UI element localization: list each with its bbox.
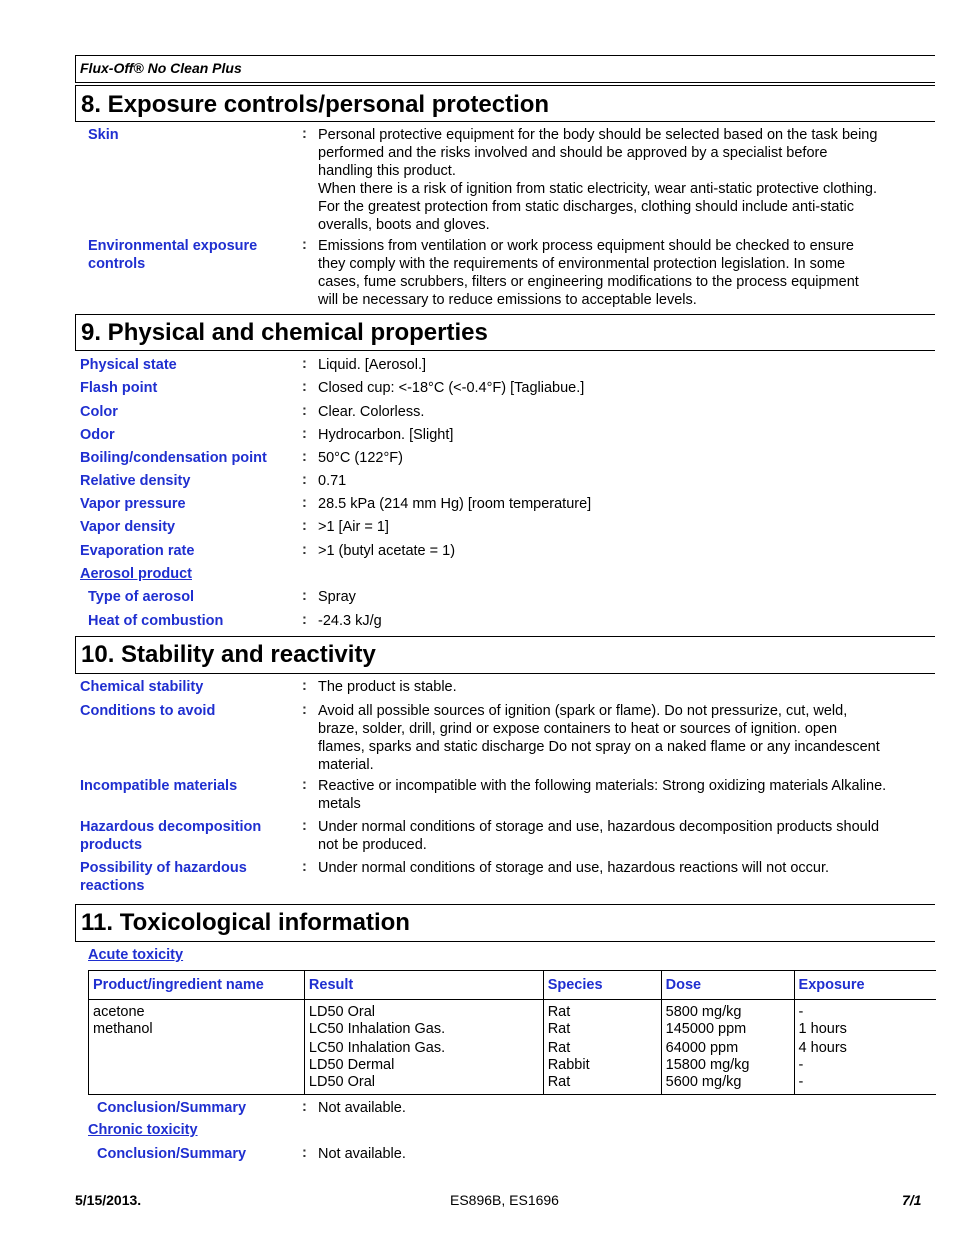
hazardous-decomposition-label: Hazardous decomposition products	[80, 819, 262, 853]
ingredient-names-cell: acetone methanol	[89, 1000, 305, 1095]
section-10-header	[75, 636, 935, 674]
property-label: Relative density	[80, 473, 191, 489]
property-value: Liquid. [Aerosol.]	[318, 357, 427, 373]
product-name: Flux-Off® No Clean Plus	[80, 60, 242, 76]
colon: :	[302, 612, 307, 628]
footer-code: ES896B, ES1696	[450, 1192, 559, 1208]
heat-of-combustion-label: Heat of combustion	[88, 613, 224, 629]
property-label: Vapor density	[80, 519, 176, 535]
colon: :	[302, 518, 307, 534]
colon: :	[302, 237, 307, 253]
property-label: Flash point	[80, 380, 158, 396]
colon: :	[302, 777, 307, 793]
species-cell: Rat Rat Rat Rabbit Rat	[543, 1000, 661, 1095]
footer-page-number: 7/1	[902, 1192, 922, 1208]
section-8-title: 8. Exposure controls/personal protection	[81, 91, 550, 118]
colon: :	[302, 1145, 307, 1161]
section-11-header	[75, 904, 935, 942]
property-label: Physical state	[80, 357, 177, 373]
property-value: >1 [Air = 1]	[318, 519, 389, 535]
environmental-exposure-value: Emissions from ventilation or work process equipment should be checked to ensure they comply with the requirements of environmental protection legislation. In some cases, fume scrubbers, filters or engineering modifications to the process equipment will be necessary to reduce emissions to acceptable levels.	[318, 238, 859, 308]
property-value: 50°C (122°F)	[318, 450, 403, 466]
dose-cell: 5800 mg/kg 145000 ppm 64000 ppm 15800 mg/kg 5600 mg/kg	[661, 1000, 794, 1095]
chemical-stability-label: Chemical stability	[80, 679, 204, 695]
column-header: Dose	[661, 971, 794, 1000]
chronic-conclusion-label: Conclusion/Summary	[97, 1146, 247, 1162]
colon: :	[302, 426, 307, 442]
colon: :	[302, 449, 307, 465]
conditions-to-avoid-value: Avoid all possible sources of ignition (spark or flame). Do not pressurize, cut, weld, braze, solder, drill, grind or expose containers to heat or sources of ignition. open flames, sparks and static discharge Do not spray on a naked flame or any incandescent material.	[318, 703, 880, 773]
environmental-exposure-label: Environmental exposure controls	[88, 238, 258, 272]
column-header: Species	[543, 971, 661, 1000]
section-8-header	[75, 85, 935, 122]
hazardous-decomposition-value: Under normal conditions of storage and use, hazardous decomposition products should not be produced.	[318, 819, 880, 853]
skin-label: Skin	[88, 127, 119, 143]
colon: :	[302, 1099, 307, 1115]
footer-date: 5/15/2013.	[75, 1192, 142, 1208]
property-value: 0.71	[318, 473, 347, 489]
acute-conclusion-value: Not available.	[318, 1100, 406, 1116]
colon: :	[302, 542, 307, 558]
colon: :	[302, 126, 307, 142]
column-header: Product/ingredient name	[89, 971, 305, 1000]
column-header: Result	[304, 971, 543, 1000]
column-header: Exposure	[794, 971, 936, 1000]
property-label: Vapor pressure	[80, 496, 186, 512]
property-label: Evaporation rate	[80, 543, 195, 559]
heat-of-combustion-value: -24.3 kJ/g	[318, 613, 382, 629]
colon: :	[302, 356, 307, 372]
section-10-title: 10. Stability and reactivity	[81, 641, 376, 668]
acute-toxicity-link[interactable]: Acute toxicity	[88, 947, 184, 963]
section-11-title: 11. Toxicological information	[81, 909, 410, 936]
acute-conclusion-label: Conclusion/Summary	[97, 1100, 247, 1116]
table-header-row	[89, 971, 937, 1000]
property-label: Odor	[80, 427, 115, 443]
property-label: Boiling/condensation point	[80, 450, 267, 466]
aerosol-product-link[interactable]: Aerosol product	[80, 566, 192, 582]
exposure-cell: - 1 hours 4 hours - -	[794, 1000, 936, 1095]
table-row	[89, 1000, 937, 1095]
conditions-to-avoid-label: Conditions to avoid	[80, 703, 216, 719]
property-value: >1 (butyl acetate = 1)	[318, 543, 456, 559]
property-value: Hydrocarbon. [Slight]	[318, 427, 454, 443]
results-cell: LD50 Oral LC50 Inhalation Gas. LC50 Inhalation Gas. LD50 Dermal LD50 Oral	[304, 1000, 543, 1095]
colon: :	[302, 495, 307, 511]
skin-value: Personal protective equipment for the body should be selected based on the task being performed and the risks involved and should be approved by a specialist before handling this product. When there is a risk of ignition from static electricity, wear anti-static protective clothing. For the greatest protection from static discharges, clothing should include anti-static overalls, boots and gloves.	[318, 127, 878, 233]
aerosol-type-label: Type of aerosol	[88, 589, 195, 605]
colon: :	[302, 678, 307, 694]
hazardous-reactions-label: Possibility of hazardous reactions	[80, 860, 247, 894]
property-value: 28.5 kPa (214 mm Hg) [room temperature]	[318, 496, 592, 512]
colon: :	[302, 472, 307, 488]
colon: :	[302, 588, 307, 604]
acute-toxicity-table	[88, 970, 936, 1095]
colon: :	[302, 403, 307, 419]
incompatible-materials-value: Reactive or incompatible with the following materials: Strong oxidizing materials Alkaline. metals	[318, 778, 887, 812]
colon: :	[302, 702, 307, 718]
aerosol-type-value: Spray	[318, 589, 356, 605]
section-9-header	[75, 314, 935, 351]
chronic-conclusion-value: Not available.	[318, 1146, 406, 1162]
chronic-toxicity-link[interactable]: Chronic toxicity	[88, 1122, 198, 1138]
hazardous-reactions-value: Under normal conditions of storage and use, hazardous reactions will not occur.	[318, 860, 830, 876]
chemical-stability-value: The product is stable.	[318, 679, 457, 695]
property-value: Closed cup: <-18°C (<-0.4°F) [Tagliabue.]	[318, 380, 585, 396]
property-value: Clear. Colorless.	[318, 404, 425, 420]
colon: :	[302, 859, 307, 875]
incompatible-materials-label: Incompatible materials	[80, 778, 238, 794]
colon: :	[302, 379, 307, 395]
section-9-title: 9. Physical and chemical properties	[81, 319, 488, 346]
colon: :	[302, 818, 307, 834]
property-label: Color	[80, 404, 118, 420]
